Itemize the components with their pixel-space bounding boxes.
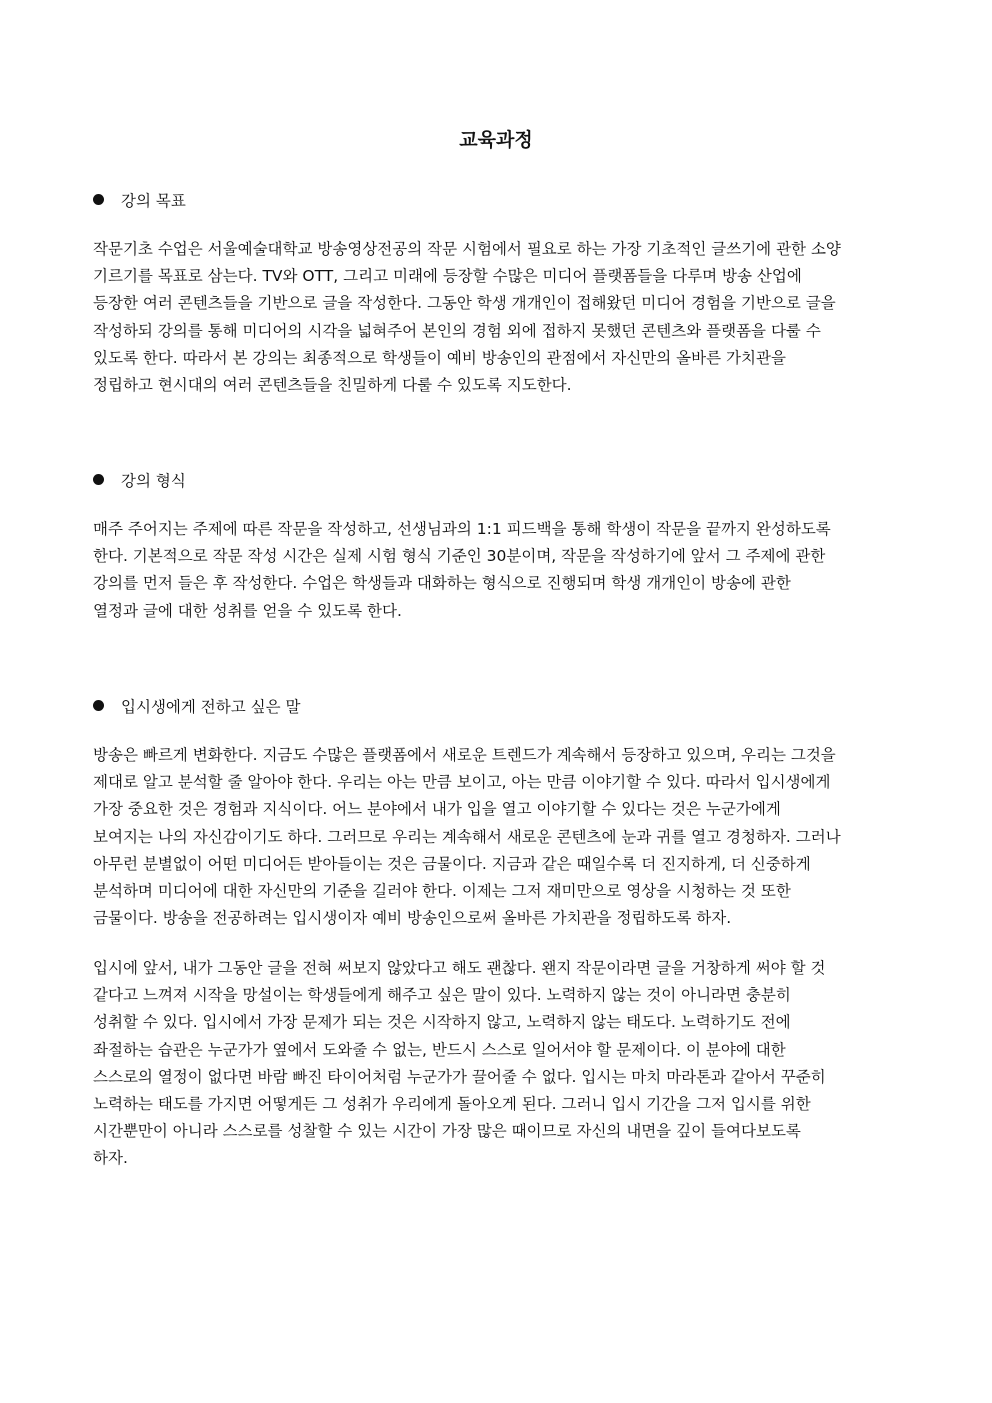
text-line: 기르기를 목표로 삼는다. TV와 OTT, 그리고 미래에 등장할 수많은 미디어 플랫폼들을 다루며 방송 산업에: [93, 267, 802, 286]
text-line: 보여지는 나의 자신감이기도 하다. 그러므로 우리는 계속해서 새로운 콘텐츠에 눈과 귀를 열고 경청하자. 그러나: [93, 827, 841, 846]
paragraph-message-2: [93, 955, 903, 1173]
text-line: 아무런 분별없이 어떤 미디어든 받아들이는 것은 금물이다. 지금과 같은 때일수록 더 진지하게, 더 신중하게: [93, 854, 811, 873]
text-line: 등장한 여러 콘텐츠들을 기반으로 글을 작성한다. 그동안 학생 개개인이 접해왔던 미디어 경험을 기반으로 글을: [93, 294, 836, 313]
text-line: 성취할 수 있다. 입시에서 가장 문제가 되는 것은 시작하지 않고, 노력하지 않는 태도다. 노력하기도 전에: [93, 1013, 791, 1032]
text-line: 정립하고 현시대의 여러 콘텐츠들을 친밀하게 다룰 수 있도록 지도한다.: [93, 376, 572, 395]
text-line: 한다. 기본적으로 작문 작성 시간은 실제 시험 형식 기준인 30분이며, 작문을 작성하기에 앞서 그 주제에 관한: [93, 547, 826, 566]
text-line: 금물이다. 방송을 전공하려는 입시생이자 예비 방송인으로써 올바른 가치관을 정립하도록 하자.: [93, 909, 732, 928]
text-line: 제대로 알고 분석할 줄 알아야 한다. 우리는 아는 만큼 보이고, 아는 만큼 이야기할 수 있다. 따라서 입시생에게: [93, 773, 831, 792]
text-line: 같다고 느껴져 시작을 망설이는 학생들에게 해주고 싶은 말이 있다. 노력하지 않는 것이 아니라면 충분히: [93, 986, 791, 1005]
text-line: 좌절하는 습관은 누군가가 옆에서 도와줄 수 없는, 반드시 스스로 일어서야 할 문제이다. 이 분야에 대한: [93, 1040, 786, 1059]
page-title: 교육과정: [459, 129, 533, 151]
text-line: 방송은 빠르게 변화한다. 지금도 수많은 플랫폼에서 새로운 트렌드가 계속해서 등장하고 있으며, 우리는 그것을: [93, 746, 836, 764]
text-line: 가장 중요한 것은 경험과 지식이다. 어느 분야에서 내가 입을 열고 이야기할 수 있다는 것은 누군가에게: [93, 800, 781, 819]
text-line: 매주 주어지는 주제에 따른 작문을 작성하고, 선생님과의 1:1 피드백을 통해 학생이 작문을 끝까지 완성하도록: [93, 520, 831, 538]
text-line: 있도록 한다. 따라서 본 강의는 최종적으로 학생들이 예비 방송인의 관점에서 자신만의 올바른 가치관을: [93, 348, 786, 367]
paragraph-message-1: [93, 742, 903, 932]
section-heading-label: 입시생에게 전하고 싶은 말: [121, 698, 301, 716]
text-line: 노력하는 태도를 가지면 어떻게든 그 성취가 우리에게 돌아오게 된다. 그러니 입시 기간을 그저 입시를 위한: [93, 1095, 811, 1114]
paragraph-lecture-goal: [93, 236, 903, 399]
section-heading-lecture-goal: [93, 189, 186, 213]
section-heading-lecture-format: [93, 469, 186, 493]
text-line: 강의를 먼저 들은 후 작성한다. 수업은 학생들과 대화하는 형식으로 진행되며 학생 개개인이 방송에 관한: [93, 574, 791, 593]
section-heading-message-to-applicants: [93, 695, 301, 719]
bullet-icon: [93, 194, 104, 205]
bullet-icon: [93, 700, 104, 711]
text-line: 입시에 앞서, 내가 그동안 글을 전혀 써보지 않았다고 해도 괜찮다. 왠지 작문이라면 글을 거창하게 써야 할 것: [93, 959, 826, 977]
bullet-icon: [93, 474, 104, 485]
text-line: 스스로의 열정이 없다면 바람 빠진 타이어처럼 누군가가 끌어줄 수 없다. 입시는 마치 마라톤과 같아서 꾸준히: [93, 1067, 826, 1086]
text-line: 열정과 글에 대한 성취를 얻을 수 있도록 한다.: [93, 601, 402, 620]
text-line: 작성하되 강의를 통해 미디어의 시각을 넓혀주어 본인의 경험 외에 접하지 못했던 콘텐츠와 플랫폼을 다룰 수: [93, 321, 821, 340]
text-line: 시간뿐만이 아니라 스스로를 성찰할 수 있는 시간이 가장 많은 때이므로 자신의 내면을 깊이 들여다보도록: [93, 1122, 801, 1141]
text-line: 하자.: [93, 1149, 128, 1168]
text-line: 작문기초 수업은 서울예술대학교 방송영상전공의 작문 시험에서 필요로 하는 가장 기초적인 글쓰기에 관한 소양: [93, 240, 841, 258]
paragraph-lecture-format: [93, 516, 903, 625]
section-heading-label: 강의 형식: [121, 472, 186, 490]
section-heading-label: 강의 목표: [121, 192, 186, 210]
text-line: 분석하며 미디어에 대한 자신만의 기준을 길러야 한다. 이제는 그저 재미만으로 영상을 시청하는 것 또한: [93, 882, 791, 901]
